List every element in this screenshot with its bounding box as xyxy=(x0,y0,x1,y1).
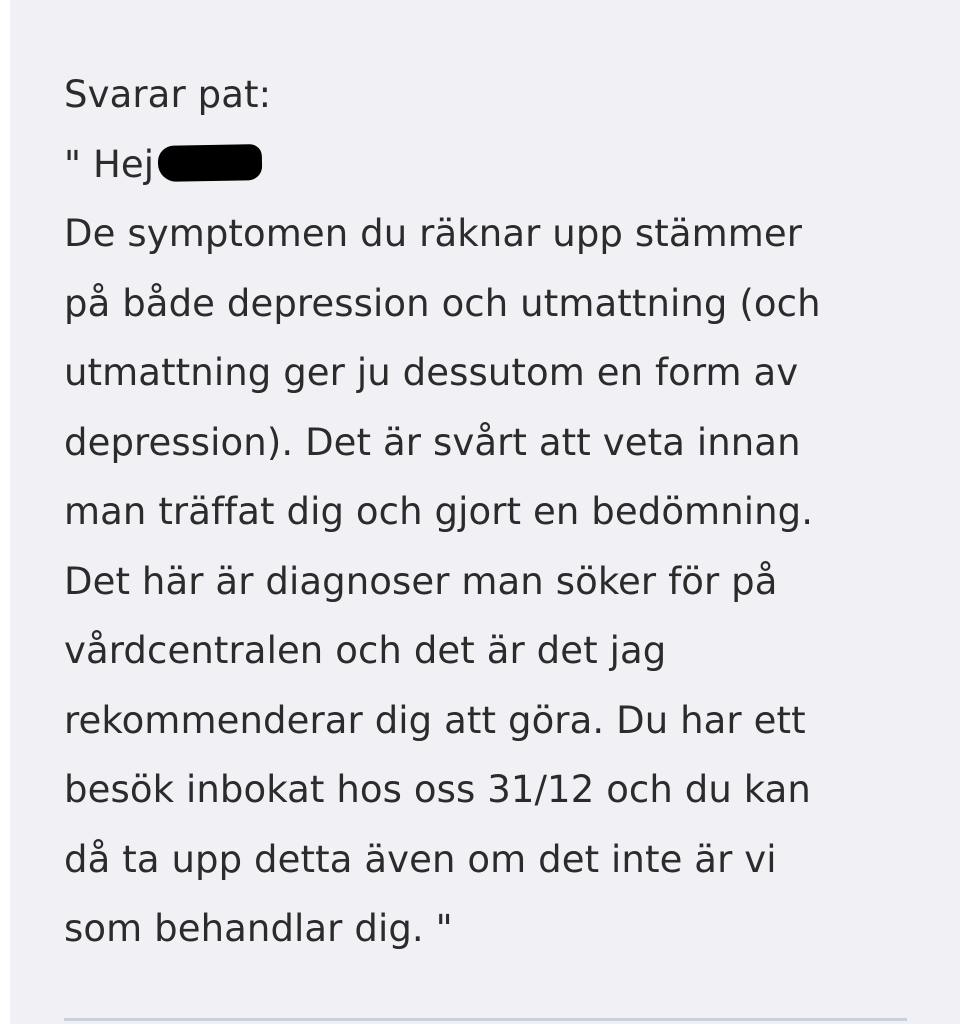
body-line: Det här är diagnoser man söker för på xyxy=(64,559,778,603)
message-text xyxy=(64,60,924,964)
greeting-line xyxy=(64,130,924,200)
body-line: besök inbokat hos oss 31/12 och du kan xyxy=(64,768,811,811)
body-line: då ta upp detta även om det inte är vi xyxy=(64,837,777,881)
body-line: vårdcentralen och det är det jag xyxy=(64,629,667,672)
body-line: som behandlar dig. " xyxy=(64,907,453,950)
body-line: rekommenderar dig att göra. Du har ett xyxy=(64,698,806,742)
body-line: på både depression och utmattning (och xyxy=(64,281,821,325)
body-line: utmattning ger ju dessutom en form av xyxy=(64,351,799,394)
body-line: man träffat dig och gjort en bedömning. xyxy=(64,490,814,533)
sender-label: Svarar pat: xyxy=(64,73,272,116)
greeting-text: " Hej xyxy=(64,142,155,186)
divider xyxy=(64,1018,907,1021)
message-card xyxy=(10,0,960,1024)
body-line: De symptomen du räknar upp stämmer xyxy=(64,212,803,255)
redacted-name xyxy=(158,144,263,182)
body-line: depression). Det är svårt att veta innan xyxy=(64,420,801,464)
